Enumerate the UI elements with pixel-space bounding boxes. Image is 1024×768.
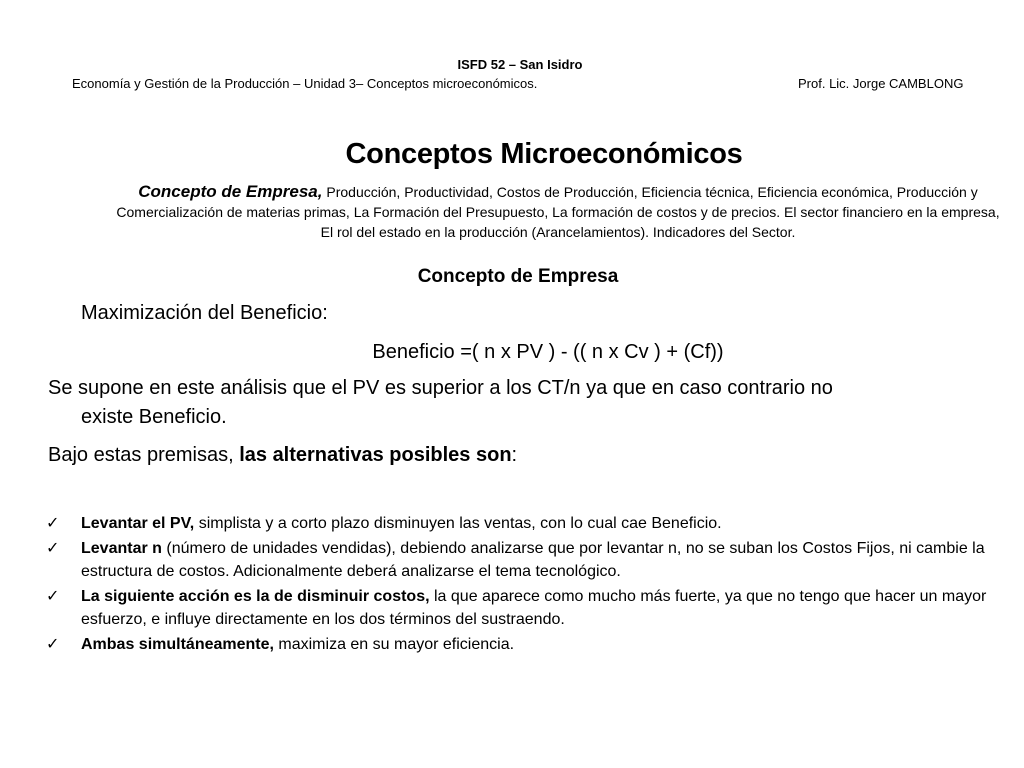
alternative-text: maximiza en su mayor eficiencia. xyxy=(273,636,515,653)
summary-lead: Concepto de Empresa, xyxy=(138,182,323,201)
assumption-paragraph xyxy=(48,374,978,432)
profit-formula: Beneficio =( n x PV ) - (( n x Cv ) + (Cf)) xyxy=(372,341,724,363)
checkmark-icon: ✓ xyxy=(46,540,60,557)
assumption-line-1: Se supone en este análisis que el PV es superior a los CT/n ya que en caso contrario no xyxy=(48,377,833,399)
premises-suffix: : xyxy=(511,444,518,466)
header-professor: Prof. Lic. Jorge CAMBLONG xyxy=(798,76,964,91)
summary-text: Producción, Productividad, Costos de Producción, Eficiencia técnica, Eficiencia económica, Producción y Comercialización de materias primas, La Formación del Presupuesto, La formación de costos y de precios. El sector financiero en la empresa, El rol del estado en la producción (Arancelamientos). Indicadores del Sector. xyxy=(116,184,1000,240)
list-item xyxy=(46,633,1006,656)
list-item xyxy=(46,537,1006,583)
section-title: Concepto de Empresa xyxy=(417,266,619,287)
topics-summary xyxy=(112,182,1004,242)
list-item xyxy=(46,585,1006,631)
checkmark-icon: ✓ xyxy=(46,588,60,605)
alternative-bold: Ambas simultáneamente, xyxy=(81,636,274,653)
page-title: Conceptos Microeconómicos xyxy=(345,138,743,170)
maximization-heading: Maximización del Beneficio: xyxy=(81,302,328,324)
alternative-text: (número de unidades vendidas), debiendo analizarse que por levantar n, no se suban los Costos Fijos, ni cambie la estructura de costos. Adicionalmente deberá analizarse el tema tecnológico. xyxy=(81,540,985,580)
alternative-text: la que aparece como mucho más fuerte, ya que no tengo que hacer un mayor esfuerzo, e influye directamente en los dos términos del sustraendo. xyxy=(81,588,987,628)
assumption-line-2: existe Beneficio. xyxy=(81,406,227,428)
header-title: ISFD 52 – San Isidro xyxy=(457,57,583,72)
checkmark-icon: ✓ xyxy=(46,515,60,532)
premises-prefix: Bajo estas premisas, xyxy=(48,444,240,466)
list-item xyxy=(46,512,1006,535)
alternatives-list xyxy=(46,512,1006,658)
alternative-bold: Levantar n xyxy=(81,540,162,557)
alternative-text: simplista y a corto plazo disminuyen las ventas, con lo cual cae Beneficio. xyxy=(194,515,722,532)
alternative-bold: La siguiente acción es la de disminuir costos, xyxy=(81,588,430,605)
premises-bold: las alternativas posibles son xyxy=(239,444,512,466)
premises-line xyxy=(48,441,517,470)
alternative-bold: Levantar el PV, xyxy=(81,515,195,532)
checkmark-icon: ✓ xyxy=(46,636,60,653)
header-subtitle: Economía y Gestión de la Producción – Unidad 3– Conceptos microeconómicos. xyxy=(72,76,538,91)
